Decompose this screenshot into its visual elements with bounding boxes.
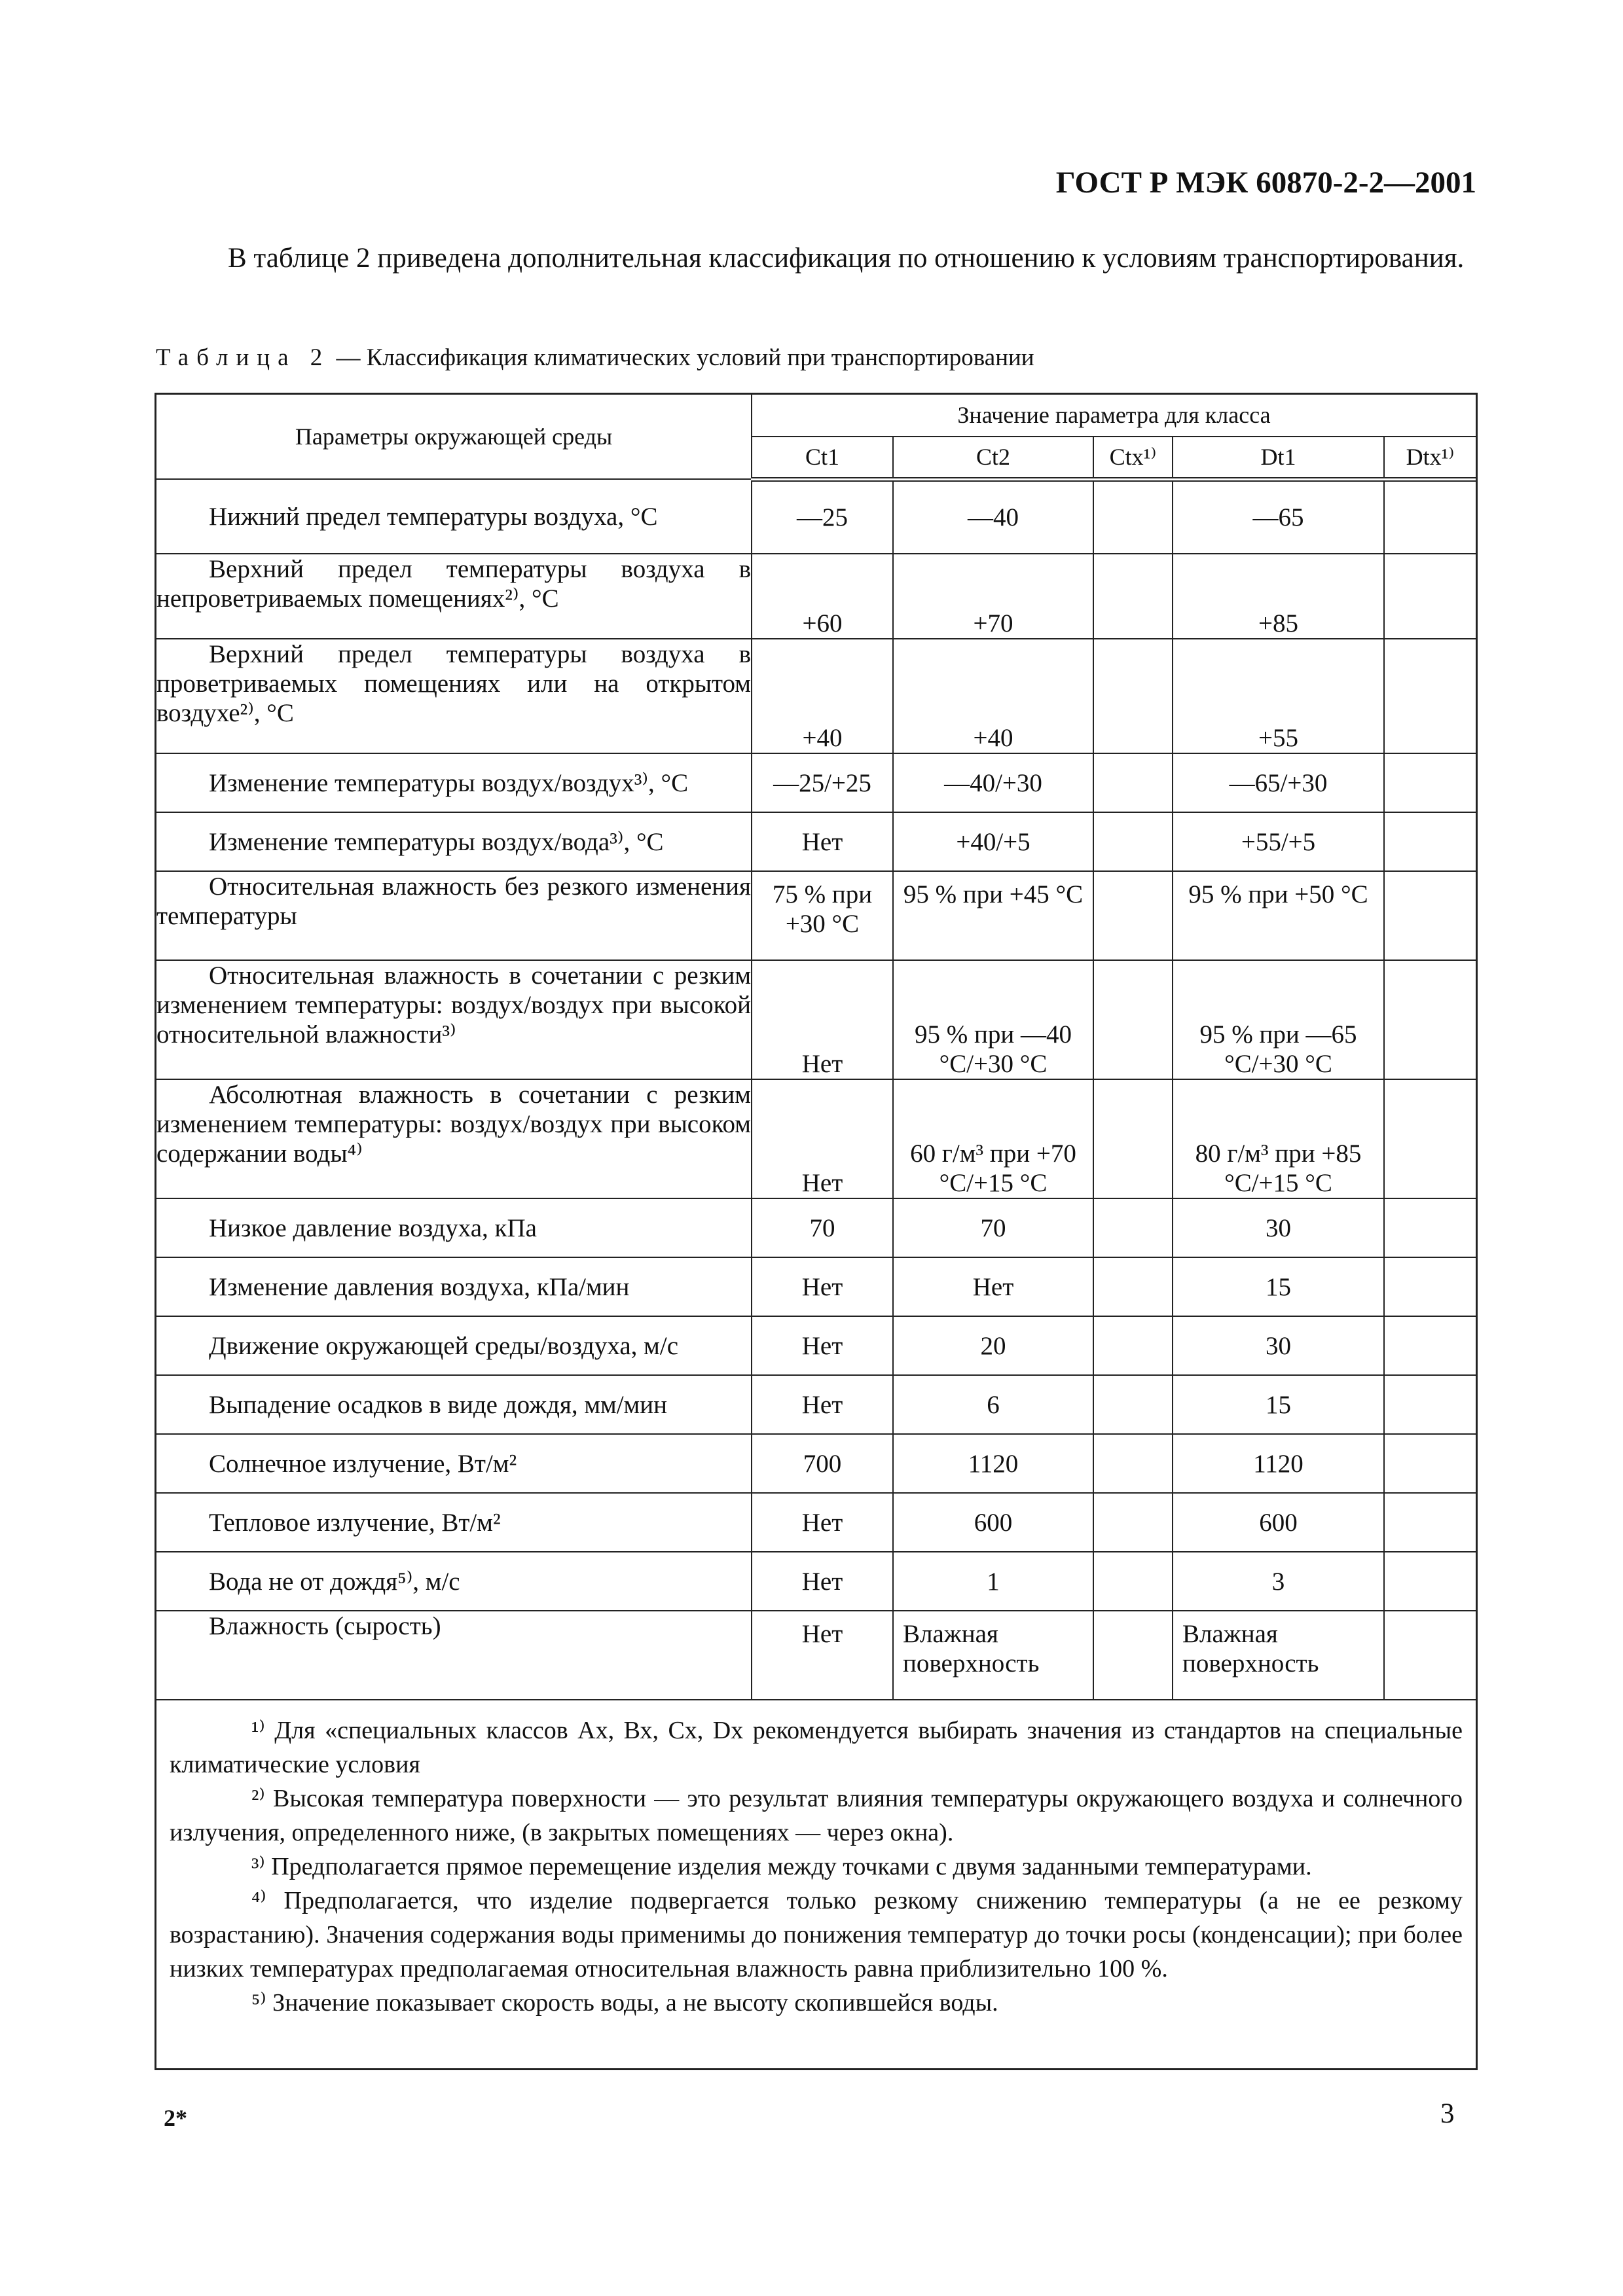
value-cell: Нет xyxy=(752,812,893,871)
value-cell xyxy=(1384,812,1476,871)
value-cell: Нет xyxy=(752,1375,893,1434)
class-header: Dt1 xyxy=(1173,437,1384,479)
value-cell: 30 xyxy=(1173,1198,1384,1257)
footnote-2: ²⁾ Высокая температура поверхности — это результат влияния температуры окружающего воздуха и солнечного излучения, определенного ниже, (в закрытых помещениях — через окна). xyxy=(170,1785,1463,1846)
value-cell xyxy=(1384,1316,1476,1375)
value-cell: 1 xyxy=(893,1552,1093,1611)
value-cell: 600 xyxy=(1173,1493,1384,1552)
value-cell: 15 xyxy=(1173,1375,1384,1434)
param-header: Параметры окружающей среды xyxy=(156,395,752,479)
class-header: Dtx¹⁾ xyxy=(1384,437,1476,479)
class-header: Ct2 xyxy=(893,437,1093,479)
standard-header: ГОСТ Р МЭК 60870-2-2—2001 xyxy=(1055,166,1476,200)
value-cell: Нет xyxy=(752,1611,893,1700)
value-header: Значение параметра для класса xyxy=(752,395,1476,437)
table-row xyxy=(156,479,1476,554)
param-cell: Изменение температуры воздух/вода³⁾, °С xyxy=(156,812,752,871)
value-cell xyxy=(1093,812,1173,871)
value-cell xyxy=(1093,871,1173,960)
value-cell xyxy=(1384,871,1476,960)
value-cell xyxy=(1093,753,1173,812)
value-cell xyxy=(1093,1257,1173,1316)
table-caption-text: — Классификация климатических условий при транспортировании xyxy=(330,344,1034,371)
value-cell: +85 xyxy=(1173,554,1384,639)
param-cell: Тепловое излучение, Вт/м² xyxy=(156,1493,752,1552)
value-cell: Влажная поверхность xyxy=(1173,1611,1384,1700)
table-row xyxy=(156,1257,1476,1316)
table-row xyxy=(156,871,1476,960)
value-cell: 95 % при +50 °С xyxy=(1173,871,1384,960)
value-cell xyxy=(1093,1316,1173,1375)
value-cell xyxy=(1384,1198,1476,1257)
value-cell: —65 xyxy=(1173,479,1384,554)
value-cell: 3 xyxy=(1173,1552,1384,1611)
value-cell xyxy=(1093,639,1173,753)
table-row xyxy=(156,1493,1476,1552)
value-cell xyxy=(1384,1493,1476,1552)
value-cell: 600 xyxy=(893,1493,1093,1552)
class-header: Ctx¹⁾ xyxy=(1093,437,1173,479)
value-cell: 20 xyxy=(893,1316,1093,1375)
footnote-3: ³⁾ Предполагается прямое перемещение изделия между точками с двумя заданными температурами. xyxy=(251,1853,1312,1880)
value-cell: Нет xyxy=(752,960,893,1079)
footnote-1: ¹⁾ Для «специальных классов Ах, Вх, Сх, Dx рекомендуется выбирать значения из стандартов на специальные климатические условия xyxy=(170,1717,1463,1778)
climate-table xyxy=(156,395,1476,1700)
value-cell: —25/+25 xyxy=(752,753,893,812)
value-cell xyxy=(1093,960,1173,1079)
value-cell: +60 xyxy=(752,554,893,639)
param-cell: Относительная влажность без резкого изменения температуры xyxy=(156,871,752,960)
param-cell: Изменение давления воздуха, кПа/мин xyxy=(156,1257,752,1316)
value-cell xyxy=(1093,1434,1173,1493)
value-cell xyxy=(1384,639,1476,753)
param-cell: Верхний предел температуры воздуха в непроветриваемых помещениях²⁾, °С xyxy=(156,554,752,639)
value-cell xyxy=(1384,479,1476,554)
value-cell xyxy=(1093,1611,1173,1700)
value-cell: 70 xyxy=(893,1198,1093,1257)
footnote-4: ⁴⁾ Предполагается, что изделие подвергается только резкому снижению температуры (а не ее резкому возрастанию). Значения содержания воды применимы до понижения температур до точки росы (конденсации); при более низких температурах предполагаемая относительная влажность равна приблизительно 100 %. xyxy=(170,1887,1463,1982)
intro-paragraph: В таблице 2 приведена дополнительная классификация по отношению к условиям транспортирования. xyxy=(228,243,1465,274)
value-cell xyxy=(1093,1493,1173,1552)
value-cell xyxy=(1384,554,1476,639)
value-cell xyxy=(1384,1552,1476,1611)
table-caption xyxy=(156,344,1476,372)
value-cell: +40 xyxy=(893,639,1093,753)
table-row xyxy=(156,1552,1476,1611)
table-row xyxy=(156,554,1476,639)
value-cell: Нет xyxy=(752,1316,893,1375)
value-cell: 30 xyxy=(1173,1316,1384,1375)
value-cell: 700 xyxy=(752,1434,893,1493)
param-cell: Вода не от дождя⁵⁾, м/с xyxy=(156,1552,752,1611)
table-row xyxy=(156,1611,1476,1700)
value-cell: 1120 xyxy=(893,1434,1093,1493)
value-cell: 60 г/м³ при +70 °С/+15 °С xyxy=(893,1079,1093,1198)
value-cell: —40 xyxy=(893,479,1093,554)
value-cell: 70 xyxy=(752,1198,893,1257)
table-row xyxy=(156,1316,1476,1375)
table-notes xyxy=(156,1700,1476,2020)
param-cell: Верхний предел температуры воздуха в проветриваемых помещениях или на открытом воздухе²⁾, °С xyxy=(156,639,752,753)
value-cell: Нет xyxy=(752,1493,893,1552)
value-cell xyxy=(1384,960,1476,1079)
param-cell: Движение окружающей среды/воздуха, м/с xyxy=(156,1316,752,1375)
value-cell: Влажная поверхность xyxy=(893,1611,1093,1700)
table-row xyxy=(156,1434,1476,1493)
param-cell: Абсолютная влажность в сочетании с резким изменением температуры: воздух/воздух при высоком содержании воды⁴⁾ xyxy=(156,1079,752,1198)
value-cell xyxy=(1093,1552,1173,1611)
signature-mark: 2* xyxy=(164,2105,187,2131)
value-cell: 15 xyxy=(1173,1257,1384,1316)
value-cell xyxy=(1384,1257,1476,1316)
value-cell: +55 xyxy=(1173,639,1384,753)
value-cell xyxy=(1093,1375,1173,1434)
value-cell xyxy=(1093,1198,1173,1257)
table-caption-label: Таблица 2 xyxy=(156,344,331,371)
climate-table-frame xyxy=(155,393,1478,2070)
value-cell: +55/+5 xyxy=(1173,812,1384,871)
table-row xyxy=(156,1375,1476,1434)
value-cell: 80 г/м³ при +85 °С/+15 °С xyxy=(1173,1079,1384,1198)
page-number: 3 xyxy=(1440,2098,1455,2129)
value-cell: Нет xyxy=(893,1257,1093,1316)
value-cell: +40/+5 xyxy=(893,812,1093,871)
value-cell xyxy=(1384,1375,1476,1434)
value-cell: Нет xyxy=(752,1257,893,1316)
class-header: Ct1 xyxy=(752,437,893,479)
value-cell: 95 % при —65 °С/+30 °С xyxy=(1173,960,1384,1079)
value-cell: —25 xyxy=(752,479,893,554)
param-cell: Относительная влажность в сочетании с резким изменением температуры: воздух/воздух при высокой относительной влажности³⁾ xyxy=(156,960,752,1079)
value-cell xyxy=(1093,554,1173,639)
param-cell: Изменение температуры воздух/воздух³⁾, °С xyxy=(156,753,752,812)
value-cell: 6 xyxy=(893,1375,1093,1434)
value-cell: 95 % при —40 °С/+30 °С xyxy=(893,960,1093,1079)
footnote-5: ⁵⁾ Значение показывает скорость воды, а не высоту скопившейся воды. xyxy=(251,1989,998,2017)
value-cell: 95 % при +45 °С xyxy=(893,871,1093,960)
param-cell: Влажность (сырость) xyxy=(156,1611,752,1700)
value-cell xyxy=(1384,1079,1476,1198)
param-cell: Низкое давление воздуха, кПа xyxy=(156,1198,752,1257)
value-cell: +70 xyxy=(893,554,1093,639)
table-row xyxy=(156,960,1476,1079)
value-cell: 1120 xyxy=(1173,1434,1384,1493)
value-cell xyxy=(1384,1434,1476,1493)
table-row xyxy=(156,1079,1476,1198)
value-cell xyxy=(1093,1079,1173,1198)
value-cell xyxy=(1384,753,1476,812)
value-cell: —65/+30 xyxy=(1173,753,1384,812)
table-row xyxy=(156,639,1476,753)
value-cell: +40 xyxy=(752,639,893,753)
param-cell: Солнечное излучение, Вт/м² xyxy=(156,1434,752,1493)
value-cell: 75 % при +30 °С xyxy=(752,871,893,960)
value-cell xyxy=(1384,1611,1476,1700)
value-cell: Нет xyxy=(752,1079,893,1198)
value-cell: Нет xyxy=(752,1552,893,1611)
table-row xyxy=(156,753,1476,812)
param-cell: Выпадение осадков в виде дождя, мм/мин xyxy=(156,1375,752,1434)
table-row xyxy=(156,1198,1476,1257)
table-row xyxy=(156,812,1476,871)
value-cell: —40/+30 xyxy=(893,753,1093,812)
param-cell: Нижний предел температуры воздуха, °С xyxy=(156,479,752,554)
value-cell xyxy=(1093,479,1173,554)
